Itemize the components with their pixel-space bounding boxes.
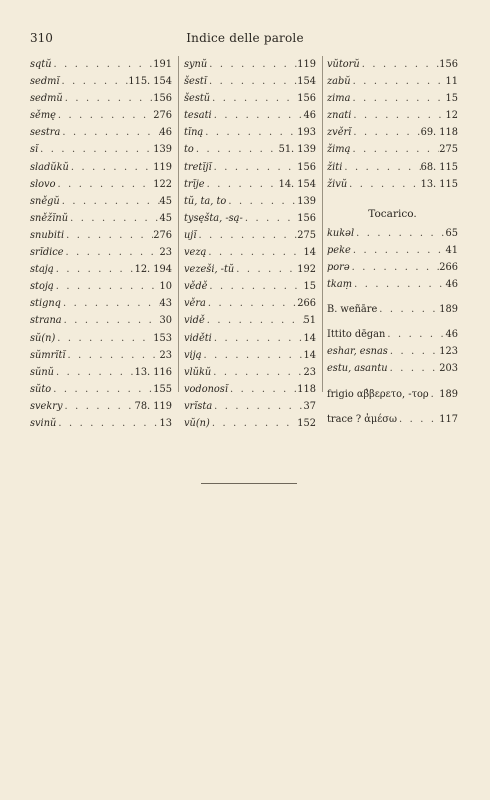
index-entry <box>327 301 458 318</box>
tocharian-entries <box>327 225 458 293</box>
leader-dots <box>212 330 304 347</box>
leader-dots <box>207 73 297 90</box>
leader-dots <box>205 312 304 329</box>
index-entry <box>327 90 458 107</box>
index-entry <box>327 56 458 73</box>
index-word: viją <box>184 349 202 361</box>
leader-dots <box>55 330 153 347</box>
leader-dots <box>210 90 297 107</box>
page-reference: 139 <box>153 144 172 156</box>
page-reference: 11 <box>445 76 458 88</box>
index-word: vodonosĭ <box>184 383 228 395</box>
index-entry <box>184 415 316 432</box>
index-word: tretĭjĭ <box>184 161 212 173</box>
page-reference: 155 <box>153 383 172 395</box>
index-word: sladŭkŭ <box>30 161 69 173</box>
index-word: srĭdice <box>30 247 64 259</box>
index-entry <box>184 227 316 244</box>
leader-dots <box>350 141 439 158</box>
index-entry <box>30 261 172 278</box>
page-reference: 14. 154 <box>278 178 316 190</box>
leader-dots <box>342 159 420 176</box>
page-reference: 43 <box>159 298 172 310</box>
leader-dots <box>350 90 445 107</box>
page-reference: 203 <box>439 363 458 375</box>
leader-dots <box>51 381 153 398</box>
leader-dots <box>54 364 135 381</box>
index-entry <box>327 107 458 124</box>
leader-dots <box>54 278 160 295</box>
page-reference: 12. 194 <box>134 264 172 276</box>
index-word: sněžĭnŭ <box>30 212 69 224</box>
page-reference: 123 <box>439 346 458 358</box>
index-entry <box>30 312 172 329</box>
index-entry <box>327 386 458 403</box>
index-entry <box>30 176 172 193</box>
index-word: šestŭ <box>184 93 211 105</box>
index-entry <box>30 330 172 347</box>
column-divider <box>178 56 179 392</box>
page-title: Indice delle parole <box>186 31 304 45</box>
index-entry <box>184 90 316 107</box>
index-word: to <box>184 144 194 156</box>
index-entry <box>30 295 172 312</box>
index-word: vědě <box>184 281 208 293</box>
index-word: znati <box>327 110 352 122</box>
index-entry <box>327 360 458 377</box>
leader-dots <box>212 159 298 176</box>
index-word: frigio αβ̓βερετο, -τορ <box>327 388 429 400</box>
index-word: vezą <box>184 247 207 259</box>
index-entry <box>30 193 172 210</box>
index-word: vrĭsta <box>184 400 213 412</box>
index-word: slovo <box>30 178 56 190</box>
page-reference: 45 <box>159 195 172 207</box>
index-entry <box>327 73 458 90</box>
index-word: svinŭ <box>30 417 57 429</box>
index-word: sŭ(n) <box>30 332 56 344</box>
index-word: žimą <box>327 144 351 156</box>
page-reference: 10 <box>159 281 172 293</box>
leader-dots <box>203 124 297 141</box>
end-rule <box>201 483 297 484</box>
leader-dots <box>205 176 279 193</box>
page-reference: 23 <box>159 349 172 361</box>
section-heading-tocarico: Tocarico. <box>368 207 417 220</box>
leader-dots <box>207 278 303 295</box>
page-reference: 156 <box>153 93 172 105</box>
index-column-2 <box>184 56 316 432</box>
index-word: estu, asantu <box>327 363 388 375</box>
index-entry <box>184 193 316 210</box>
tocharian-b-entries <box>327 301 458 318</box>
leader-dots <box>354 225 445 242</box>
hittite-entries <box>327 326 458 377</box>
index-entry <box>30 141 172 158</box>
thracian-entries <box>327 411 458 428</box>
page-reference: 154 <box>297 76 316 88</box>
index-word: trace ? ἀμέσω <box>327 413 397 425</box>
index-word: sněgŭ <box>30 195 60 207</box>
page-reference: 14 <box>303 349 316 361</box>
index-word: B. weñāre <box>327 304 378 316</box>
index-word: vŭ(n) <box>184 417 210 429</box>
index-entry <box>184 107 316 124</box>
index-word: tĭną <box>184 127 204 139</box>
index-word: sŭto <box>30 383 52 395</box>
index-word: sĭ <box>30 144 39 156</box>
index-entry <box>30 227 172 244</box>
index-entry <box>30 415 172 432</box>
index-word: stoją <box>30 281 54 293</box>
index-entry <box>184 295 316 312</box>
page-reference: 152 <box>297 417 316 429</box>
index-word: sěmę <box>30 110 56 122</box>
page-reference: 156 <box>297 161 316 173</box>
index-word: vlŭkŭ <box>184 366 212 378</box>
index-word: sestra <box>30 127 61 139</box>
page-reference: 15 <box>303 281 316 293</box>
index-word: svekry <box>30 400 63 412</box>
leader-dots <box>38 141 153 158</box>
leader-dots <box>352 276 445 293</box>
index-entry <box>184 381 316 398</box>
leader-dots <box>60 73 129 90</box>
index-entry <box>30 398 172 415</box>
leader-dots <box>196 227 297 244</box>
page-reference: 266 <box>439 261 458 273</box>
page-reference: 51 <box>303 315 316 327</box>
leader-dots <box>228 381 297 398</box>
page-reference: 189 <box>439 388 458 400</box>
page-reference: 51. 139 <box>278 144 316 156</box>
index-entry <box>30 347 172 364</box>
index-word: stają <box>30 264 54 276</box>
leader-dots <box>60 124 159 141</box>
leader-dots <box>68 210 159 227</box>
index-entry <box>327 225 458 242</box>
index-entry <box>30 90 172 107</box>
index-word: strana <box>30 315 62 327</box>
leader-dots <box>194 141 279 158</box>
page-reference: 276 <box>153 229 172 241</box>
page-reference: 46 <box>445 329 458 341</box>
leader-dots <box>429 386 440 403</box>
index-word: kukəl <box>327 227 355 239</box>
index-word: zima <box>327 93 351 105</box>
index-entry <box>184 278 316 295</box>
leader-dots <box>56 415 159 432</box>
index-entry <box>327 159 458 176</box>
page-reference: 153 <box>153 332 172 344</box>
leader-dots <box>211 364 303 381</box>
leader-dots <box>388 343 439 360</box>
page-reference: 191 <box>153 59 172 70</box>
index-word: vŭtorŭ <box>327 59 360 70</box>
leader-dots <box>350 259 440 276</box>
page-reference: 266 <box>297 298 316 310</box>
page-reference: 15 <box>445 93 458 105</box>
leader-dots <box>385 326 445 343</box>
page-reference: 65 <box>445 227 458 239</box>
leader-dots <box>347 176 420 193</box>
index-entry <box>327 176 458 193</box>
index-word: vezeši, -tŭ <box>184 264 235 276</box>
index-entry <box>327 141 458 158</box>
index-column-1 <box>30 56 172 432</box>
page-reference: 69. 118 <box>420 127 458 139</box>
index-word: trĭje <box>184 178 205 190</box>
index-entry <box>184 261 316 278</box>
page-reference: 37 <box>303 400 316 412</box>
index-word: sŭmrĭtĭ <box>30 349 66 361</box>
page-reference: 14 <box>303 332 316 344</box>
page-reference: 156 <box>439 59 458 70</box>
index-word: viděti <box>184 332 212 344</box>
leader-dots <box>212 398 303 415</box>
index-word: Ittito dēgan <box>327 329 386 341</box>
leader-dots <box>207 56 297 73</box>
index-word: snubiti <box>30 229 65 241</box>
index-column-3 <box>327 56 458 428</box>
page-reference: 46 <box>303 110 316 122</box>
index-word: sedmĭ <box>30 76 60 88</box>
index-word: zabŭ <box>327 76 351 88</box>
page-reference: 23 <box>159 247 172 259</box>
index-entry <box>184 159 316 176</box>
leader-dots <box>64 227 153 244</box>
leader-dots <box>56 176 154 193</box>
page-reference: 46 <box>445 279 458 291</box>
page-reference: 119 <box>297 59 316 70</box>
slavic-entries <box>327 56 458 193</box>
page-reference: 14 <box>303 247 316 259</box>
index-entry <box>30 124 172 141</box>
index-entry <box>184 312 316 329</box>
index-entry <box>30 278 172 295</box>
column-divider <box>322 56 323 392</box>
index-word: eshar, esnas <box>327 346 388 358</box>
page-reference: 189 <box>439 304 458 316</box>
index-entry <box>184 73 316 90</box>
leader-dots <box>212 107 304 124</box>
index-entry <box>327 411 458 428</box>
index-word: tŭ, ta, to <box>184 195 227 207</box>
index-entry <box>184 347 316 364</box>
page-reference: 23 <box>303 366 316 378</box>
leader-dots <box>351 242 446 259</box>
index-entry <box>327 276 458 293</box>
index-entry <box>327 326 458 343</box>
leader-dots <box>52 56 154 73</box>
page-reference: 13. 115 <box>420 178 458 190</box>
leader-dots <box>243 210 297 227</box>
page-reference: 275 <box>439 144 458 156</box>
index-entry <box>30 56 172 73</box>
page-reference: 41 <box>445 244 458 256</box>
index-word: sqtŭ <box>30 59 52 70</box>
index-word: žiti <box>327 161 343 173</box>
page-reference: 78. 119 <box>134 400 172 412</box>
index-entry <box>30 364 172 381</box>
leader-dots <box>63 90 154 107</box>
index-entry <box>30 107 172 124</box>
page-reference: 12 <box>445 110 458 122</box>
index-entry <box>184 210 316 227</box>
index-entry <box>30 210 172 227</box>
page-reference: 193 <box>297 127 316 139</box>
index-entry <box>184 398 316 415</box>
page-reference: 30 <box>159 315 172 327</box>
index-entry <box>327 242 458 259</box>
page-reference: 118 <box>297 383 316 395</box>
leader-dots <box>234 261 297 278</box>
page-reference: 46 <box>159 127 172 139</box>
index-entry <box>184 330 316 347</box>
index-word: šestĭ <box>184 76 207 88</box>
page-reference: 119 <box>153 161 172 173</box>
index-entry <box>184 124 316 141</box>
index-word: porə <box>327 261 350 273</box>
index-entry <box>184 176 316 193</box>
page-number: 310 <box>30 31 53 45</box>
leader-dots <box>54 261 135 278</box>
index-word: vidě <box>184 315 205 327</box>
index-entry <box>184 364 316 381</box>
index-word: stignq <box>30 298 61 310</box>
page-reference: 156 <box>297 93 316 105</box>
leader-dots <box>351 124 420 141</box>
leader-dots <box>69 159 153 176</box>
index-word: tesati <box>184 110 212 122</box>
index-word: tkaṃ <box>327 279 353 291</box>
leader-dots <box>351 73 446 90</box>
index-entry <box>184 244 316 261</box>
leader-dots <box>351 107 445 124</box>
index-entry <box>184 56 316 73</box>
leader-dots <box>206 244 303 261</box>
index-word: sŭnŭ <box>30 366 54 378</box>
index-word: tysęšta, -są- <box>184 212 243 224</box>
leader-dots <box>388 360 440 377</box>
leader-dots <box>360 56 440 73</box>
index-entry <box>30 159 172 176</box>
index-entry <box>30 381 172 398</box>
page-reference: 13. 116 <box>134 366 172 378</box>
index-word: věra <box>184 298 206 310</box>
page-reference: 275 <box>297 229 316 241</box>
index-entry <box>30 73 172 90</box>
page-reference: 139 <box>297 195 316 207</box>
index-word: živŭ <box>327 178 348 190</box>
leader-dots <box>60 193 160 210</box>
leader-dots <box>66 347 160 364</box>
page-reference: 276 <box>153 110 172 122</box>
leader-dots <box>64 244 160 261</box>
leader-dots <box>226 193 297 210</box>
index-entry <box>327 259 458 276</box>
index-word: sedmŭ <box>30 93 63 105</box>
page-reference: 115. 154 <box>128 76 172 88</box>
leader-dots <box>206 295 297 312</box>
page-reference: 68. 115 <box>420 161 458 173</box>
index-word: synŭ <box>184 59 208 70</box>
page-reference: 192 <box>297 264 316 276</box>
page-reference: 117 <box>439 413 458 425</box>
phrygian-entries <box>327 386 458 403</box>
index-word: ujĭ <box>184 229 197 241</box>
page-reference: 45 <box>159 212 172 224</box>
index-entry <box>327 124 458 141</box>
index-entry <box>184 141 316 158</box>
leader-dots <box>56 107 153 124</box>
leader-dots <box>202 347 304 364</box>
page-reference: 156 <box>297 212 316 224</box>
leader-dots <box>62 312 160 329</box>
index-word: peke <box>327 244 351 256</box>
leader-dots <box>210 415 297 432</box>
leader-dots <box>63 398 135 415</box>
index-entry <box>30 244 172 261</box>
index-word: zvěrĭ <box>327 127 352 139</box>
page-reference: 122 <box>153 178 172 190</box>
leader-dots <box>377 301 439 318</box>
page-reference: 13 <box>159 417 172 429</box>
index-entry <box>327 343 458 360</box>
leader-dots <box>61 295 160 312</box>
leader-dots <box>397 411 439 428</box>
